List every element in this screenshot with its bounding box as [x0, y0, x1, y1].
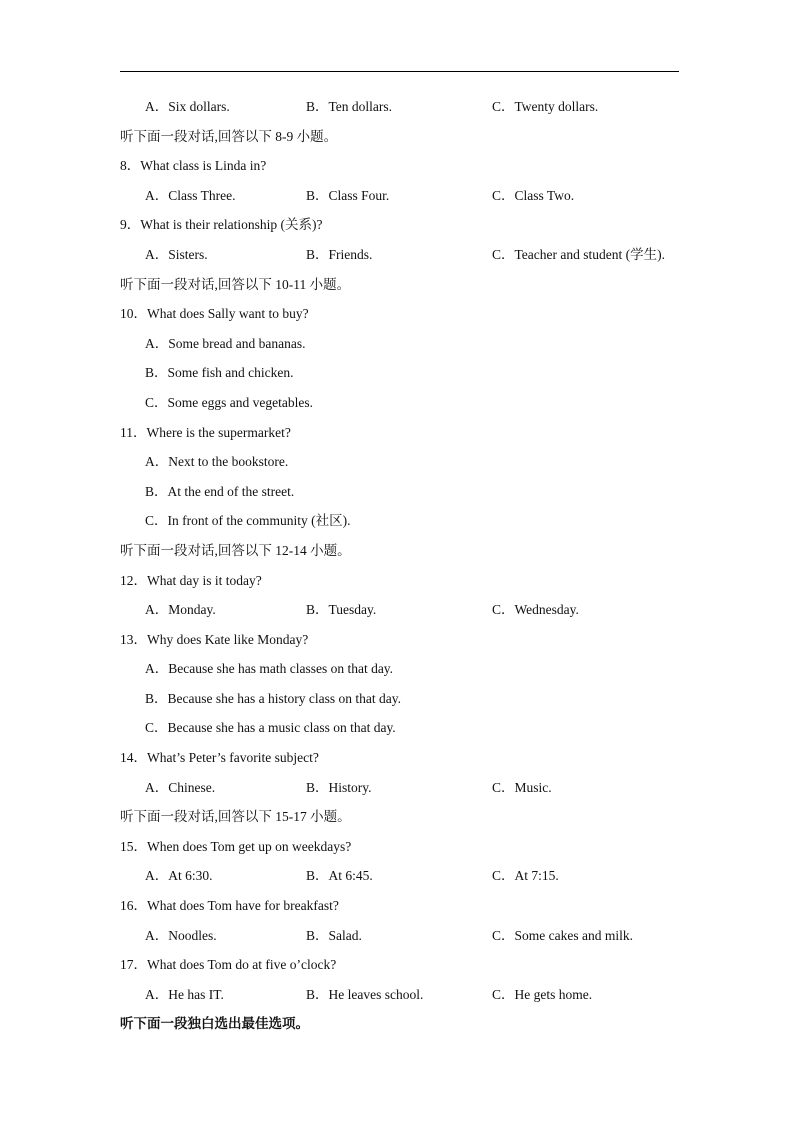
answer-option [0, 689, 800, 719]
question-text: 8．What class is Linda in? [120, 158, 267, 174]
option-a: A．Class Three. [145, 187, 236, 203]
question-text: 16．What does Tom have for breakfast? [120, 898, 339, 914]
option-a: A．Sisters. [145, 246, 208, 262]
question [0, 955, 800, 985]
option-text: B．Some fish and chicken. [145, 365, 294, 381]
instruction-text: 听下面一段对话,回答以下 10-11 小题。 [120, 276, 351, 292]
option-c: C．Wednesday. [492, 602, 579, 618]
answer-option [0, 659, 800, 689]
option-c: C．Twenty dollars. [492, 99, 599, 114]
question [0, 896, 800, 926]
section-instruction [0, 807, 800, 837]
question-text: 10．What does Sally want to buy? [120, 306, 309, 322]
option-c: C．At 7:15. [492, 868, 559, 884]
question [0, 571, 800, 601]
header-rule [120, 71, 679, 72]
option-text: A．Because she has math classes on that day. [145, 661, 394, 677]
section-instruction [0, 541, 800, 571]
question [0, 304, 800, 334]
option-b: B．Salad. [306, 927, 362, 943]
instruction-text: 听下面一段对话,回答以下 12-14 小题。 [120, 542, 351, 558]
option-c: C．He gets home. [492, 986, 593, 1002]
instruction-text: 听下面一段对话,回答以下 15-17 小题。 [120, 809, 351, 825]
section-instruction [0, 275, 800, 305]
option-b: B．At 6:45. [306, 868, 373, 884]
question [0, 156, 800, 186]
question [0, 748, 800, 778]
answer-option [0, 511, 800, 541]
answer-options-row [0, 778, 800, 808]
option-text: C．Because she has a music class on that day. [145, 720, 396, 736]
answer-option [0, 718, 800, 748]
option-c: C．Class Two. [492, 187, 575, 203]
option-text: A．Some bread and bananas. [145, 335, 306, 351]
option-text: C．In front of the community (社区). [145, 513, 351, 529]
answer-options-row [0, 926, 800, 956]
option-b: B．He leaves school. [306, 986, 424, 1002]
option-b: B．Class Four. [306, 187, 390, 203]
option-a: A．Noodles. [145, 927, 217, 943]
instruction-text: 听下面一段对话,回答以下 8-9 小题。 [120, 128, 338, 144]
option-text: C．Some eggs and vegetables. [145, 394, 313, 410]
option-text: B．At the end of the street. [145, 483, 295, 499]
option-c: C．Some cakes and milk. [492, 927, 633, 943]
question-text: 11．Where is the supermarket? [120, 424, 291, 440]
answer-options-row [0, 186, 800, 216]
option-a: A．At 6:30. [145, 868, 213, 884]
answer-option [0, 334, 800, 364]
option-c: C．Music. [492, 779, 552, 795]
option-b: B．History. [306, 779, 372, 795]
answer-options-row [0, 866, 800, 896]
answer-option [0, 452, 800, 482]
option-a: A．Monday. [145, 602, 216, 618]
exam-page-content [0, 97, 800, 1044]
option-text: B．Because she has a history class on that day. [145, 690, 401, 706]
answer-options-row [0, 245, 800, 275]
answer-options-row [0, 985, 800, 1015]
question [0, 630, 800, 660]
question-text: 12．What day is it today? [120, 572, 262, 588]
answer-options-row [0, 97, 800, 127]
option-a: A．Chinese. [145, 779, 216, 795]
option-b: B．Friends. [306, 246, 373, 262]
option-b: B．Ten dollars. [306, 99, 393, 114]
question-text: 17．What does Tom do at five o’clock? [120, 957, 337, 973]
answer-options-row [0, 600, 800, 630]
answer-option [0, 363, 800, 393]
instruction-text: 听下面一段独白选出最佳选项。 [120, 1016, 309, 1032]
question-text: 9．What is their relationship (关系)? [120, 217, 323, 233]
question-text: 14．What’s Peter’s favorite subject? [120, 750, 319, 766]
answer-option [0, 393, 800, 423]
option-b: B．Tuesday. [306, 602, 377, 618]
section-instruction [0, 1014, 800, 1044]
question-text: 13．Why does Kate like Monday? [120, 631, 309, 647]
section-instruction [0, 127, 800, 157]
answer-option [0, 482, 800, 512]
question-text: 15．When does Tom get up on weekdays? [120, 838, 352, 854]
option-a: A．Six dollars. [145, 99, 230, 114]
option-a: A．He has IT. [145, 986, 224, 1002]
question [0, 837, 800, 867]
question [0, 423, 800, 453]
question [0, 215, 800, 245]
option-text: A．Next to the bookstore. [145, 454, 289, 470]
option-c: C．Teacher and student (学生). [492, 246, 666, 262]
